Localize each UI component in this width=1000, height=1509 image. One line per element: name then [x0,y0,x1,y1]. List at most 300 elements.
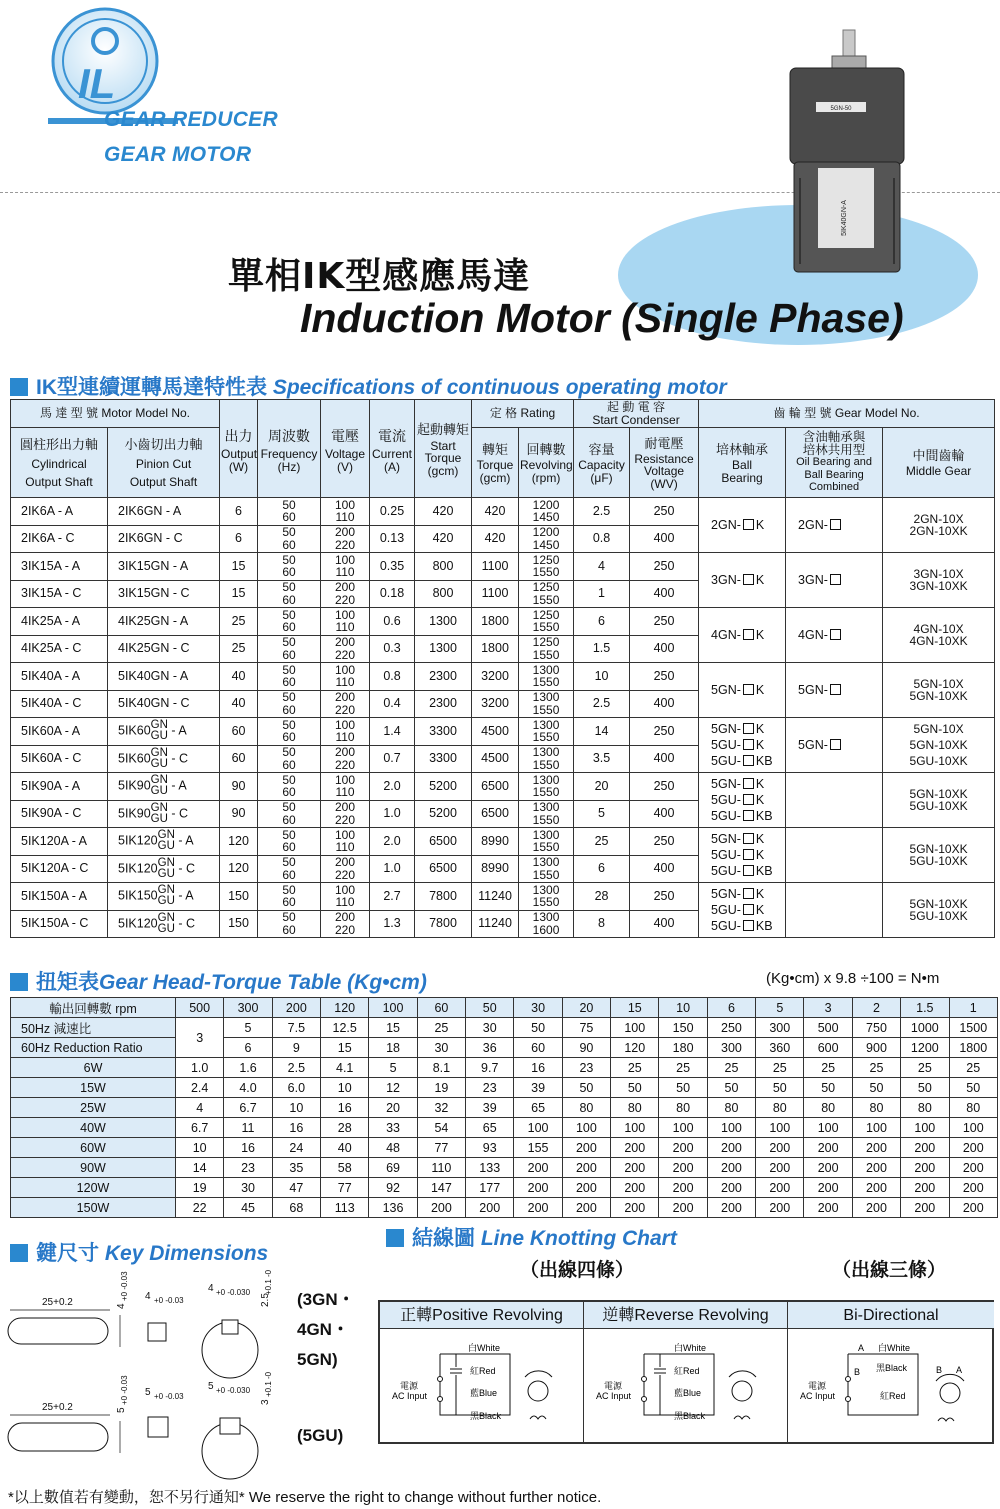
table-cell: 200 220 [321,855,370,883]
table-cell: 50 [659,1078,707,1098]
table-cell: 4 [176,1098,224,1118]
table-cell: 5IK60A - A [11,718,108,746]
spec-row [11,608,995,636]
table-cell: 39 [514,1078,562,1098]
motor-side-label: 5IK40GN-A [841,200,848,236]
svg-text:B: B [936,1365,943,1375]
table-cell: 5IK40A - C [11,690,108,718]
table-cell: 50 60 [258,553,321,581]
table-cell: 400 [630,635,699,663]
output-header: 出力 Output (W) [220,400,258,498]
table-cell: 4GN-10X 4GN-10XK [883,608,995,663]
table-cell: 4IK25A - A [11,608,108,636]
table-cell: 10 [659,998,707,1018]
table-cell: 110 [417,1158,465,1178]
table-cell: 92 [369,1178,417,1198]
table-cell: 500 [804,1018,852,1038]
table-cell: 200 [756,1138,804,1158]
wiring-chart [378,1300,994,1444]
torque-row [11,1078,998,1098]
table-cell: 9.7 [466,1058,514,1078]
table-cell: 100 [611,1118,659,1138]
table-cell: 33 [369,1118,417,1138]
table-cell: 50 60 [258,498,321,526]
cylindrical-header: 圓柱形出力軸 Cylindrical Output Shaft [11,428,108,498]
wire-section-title: 結線圖 Line Knotting Chart [386,1222,677,1252]
table-cell: 10 [176,1138,224,1158]
table-cell: 2.0 [370,828,415,856]
torque-row [11,1158,998,1178]
table-cell: 200 220 [321,910,370,938]
table-cell: 200 [562,1138,610,1158]
table-cell: 22 [176,1198,224,1218]
table-cell: 3300 [415,718,472,746]
table-cell: 50Hz 減速比 [11,1018,176,1038]
key-width-label-2: 5 [116,1407,127,1413]
table-cell: 200 [611,1158,659,1178]
table-cell: 2.5 [574,498,630,526]
table-cell: 3.5 [574,745,630,773]
table-cell: 0.6 [370,608,415,636]
table-cell: 6 [220,498,258,526]
table-cell: 25 [417,1018,465,1038]
table-cell: 100 110 [321,718,370,746]
spec-row [11,773,995,801]
table-cell: 2300 [415,690,472,718]
table-cell: 6.7 [224,1098,272,1118]
table-cell: 48 [369,1138,417,1158]
table-cell: 180 [659,1038,707,1058]
table-cell: 5GN- [786,718,883,773]
table-cell: 200 220 [321,580,370,608]
table-cell: 400 [630,910,699,938]
table-cell: 5200 [415,800,472,828]
square-bullet-icon [386,1229,404,1247]
logo-text: IL [78,60,116,107]
table-cell: 120 [611,1038,659,1058]
table-cell: 5IK120 GN GU - A [108,828,220,856]
table-cell: 1300 1600 [519,910,574,938]
table-cell: 1100 [472,553,519,581]
table-cell: 200 [852,1198,900,1218]
key-group-label-1b: 4GN・ [297,1320,349,1339]
table-cell: 250 [630,828,699,856]
table-cell: 25 [611,1058,659,1078]
torque-row [11,1138,998,1158]
brand-line-1: GEAR REDUCER [104,108,278,131]
table-cell: 50 60 [258,690,321,718]
table-cell: 4 [574,553,630,581]
table-cell: 輸出回轉數 rpm [11,998,176,1018]
table-cell: 47 [272,1178,320,1198]
table-cell: 100 110 [321,608,370,636]
svg-text:藍Blue: 藍Blue [470,1388,498,1398]
ball-bearing-header: 培林軸承 Ball Bearing [699,428,786,498]
table-cell: 200 [562,1158,610,1178]
table-cell: 60 [514,1038,562,1058]
table-cell [786,828,883,883]
table-cell: 200 220 [321,635,370,663]
table-cell: 4500 [472,745,519,773]
table-cell: 100 [804,1118,852,1138]
table-cell: 50 [804,1078,852,1098]
key-group-label-2: (5GU) [297,1426,344,1445]
key-group-label-1a: (3GN・ [297,1290,355,1309]
table-cell: 1500 [949,1018,998,1038]
table-cell: 200 [466,1198,514,1218]
table-cell: 200 [901,1158,949,1178]
table-cell: 2GN- [786,498,883,553]
table-cell: 200 [804,1138,852,1158]
table-cell: 15 [611,998,659,1018]
table-cell: 200 [901,1198,949,1218]
voltage-header: 電壓 Voltage (V) [321,400,370,498]
table-cell: 6 [574,855,630,883]
slot-depth-tol-1: +0.1 -0 [264,1269,273,1295]
table-cell: 30 [417,1038,465,1058]
table-cell: 250 [630,718,699,746]
table-cell: 50 [611,1078,659,1098]
svg-text:電源: 電源 [604,1381,623,1391]
table-cell: 2GN-10X 2GN-10XK [883,498,995,553]
table-cell: 25 [901,1058,949,1078]
bidirectional-wiring [788,1302,994,1442]
table-cell: 250 [630,663,699,691]
table-cell [786,883,883,938]
table-cell: 133 [466,1158,514,1178]
table-cell: 50 60 [258,855,321,883]
table-cell: 5GN-10X 5GN-10XK 5GU-10XK [883,718,995,773]
table-cell: 600 [804,1038,852,1058]
table-cell: 200 [659,1198,707,1218]
table-cell: 1800 [949,1038,998,1058]
table-cell: 80 [901,1098,949,1118]
table-cell: 100 [514,1118,562,1138]
table-cell: 1300 1550 [519,828,574,856]
table-cell: 100 [369,998,417,1018]
table-cell: 800 [415,580,472,608]
table-cell: 93 [466,1138,514,1158]
table-cell: 200 [707,1158,755,1178]
table-cell: 6500 [415,855,472,883]
table-cell: 1300 1550 [519,718,574,746]
table-cell: 200 [659,1138,707,1158]
table-cell: 30 [514,998,562,1018]
table-cell: 16 [272,1118,320,1138]
table-cell: 9 [272,1038,320,1058]
spec-row [11,718,995,746]
table-cell: 20 [562,998,610,1018]
table-cell: 100 110 [321,883,370,911]
table-cell: 200 [756,1158,804,1178]
table-cell: 18 [369,1038,417,1058]
table-cell: 15 [369,1018,417,1038]
table-cell: 6 [707,998,755,1018]
table-cell: 250 [630,498,699,526]
table-cell: 0.8 [370,663,415,691]
table-cell: 2300 [415,663,472,691]
table-cell: 4IK25GN - C [108,635,220,663]
key-length-label-1: 25+0.2 [42,1297,73,1308]
table-cell: 25 [220,608,258,636]
table-cell: 100 [659,1118,707,1138]
table-cell: 1 [949,998,998,1018]
key-width-label-1: 4 [116,1303,127,1309]
table-cell: 200 [756,1198,804,1218]
table-cell: 400 [630,800,699,828]
svg-text:黑Black: 黑Black [470,1411,502,1421]
table-cell: 100 [562,1118,610,1138]
start-torque-header: 起動轉矩 Start Torque (gcm) [415,400,472,498]
table-cell: 1300 [415,635,472,663]
table-cell: 1200 1450 [519,498,574,526]
table-cell: 360 [756,1038,804,1058]
table-cell: 1200 1450 [519,525,574,553]
table-cell: 6.7 [176,1118,224,1138]
table-cell: 75 [562,1018,610,1038]
table-cell: 1300 1550 [519,690,574,718]
table-cell: 5IK150A - C [11,910,108,938]
table-cell: 50 60 [258,910,321,938]
table-cell: 77 [321,1178,369,1198]
table-cell: 6W [11,1058,176,1078]
table-cell: 25 [574,828,630,856]
table-cell: 28 [574,883,630,911]
table-cell: 40 [220,663,258,691]
table-cell: 1250 1550 [519,580,574,608]
table-cell: 19 [417,1078,465,1098]
frequency-header: 周波數 Frequency (Hz) [258,400,321,498]
table-cell: 3200 [472,690,519,718]
table-cell: 250 [630,608,699,636]
table-cell: 1800 [472,608,519,636]
table-cell: 3IK15A - A [11,553,108,581]
key-width-tol-2: +0 -0.03 [120,1375,129,1405]
table-cell: 400 [630,580,699,608]
table-cell: 8990 [472,828,519,856]
table-cell: 4IK25GN - A [108,608,220,636]
table-cell: 25 [707,1058,755,1078]
table-cell: 200 [707,1198,755,1218]
table-cell: 1300 [415,608,472,636]
table-cell: 200 [852,1158,900,1178]
table-cell: 100 110 [321,553,370,581]
three-wire-label: （出線三條） [832,1260,947,1281]
table-cell: 200 [272,998,320,1018]
table-cell: 5GN- [786,663,883,718]
table-cell: 100 110 [321,773,370,801]
table-cell: 900 [852,1038,900,1058]
torque-ratio60-row [11,1038,998,1058]
table-cell: 10 [574,663,630,691]
table-cell: 50 [949,1078,998,1098]
current-header: 電流 Current (A) [370,400,415,498]
table-cell: 3IK15A - C [11,580,108,608]
table-cell: 420 [415,525,472,553]
square-bullet-icon [10,378,28,396]
table-cell: 400 [630,855,699,883]
table-cell: 90 [562,1038,610,1058]
table-cell: 16 [224,1138,272,1158]
reverse-header: 逆轉Reverse Revolving [584,1302,787,1329]
table-cell: 60 [417,998,465,1018]
table-cell: 200 [901,1178,949,1198]
table-cell: 1250 1550 [519,608,574,636]
table-cell: 5GN- K 5GU- K 5GU- KB [699,718,786,773]
table-cell: 750 [852,1018,900,1038]
table-cell: 200 220 [321,745,370,773]
oil-bearing-header: 含油軸承與 培林共用型 Oil Bearing and Ball Bearing Combined [786,428,883,498]
table-cell: 3300 [415,745,472,773]
table-cell: 2 [852,998,900,1018]
table-cell: 24 [272,1138,320,1158]
table-cell: 200 [562,1198,610,1218]
table-cell: 3GN- K [699,553,786,608]
table-cell: 28 [321,1118,369,1138]
svg-text:黑Black: 黑Black [674,1411,706,1421]
table-cell: 300 [756,1018,804,1038]
table-cell: 1300 1550 [519,883,574,911]
table-cell: 2IK6GN - A [108,498,220,526]
table-cell: 10 [321,1078,369,1098]
table-cell: 5IK60A - C [11,745,108,773]
table-cell: 80 [949,1098,998,1118]
pinion-header: 小齒切出力軸 Pinion Cut Output Shaft [108,428,220,498]
table-cell: 0.7 [370,745,415,773]
table-cell: 50 60 [258,580,321,608]
table-cell: 80 [804,1098,852,1118]
torque-table [10,997,998,1218]
table-cell: 77 [417,1138,465,1158]
key-thickness-tol-2: +0 -0.03 [154,1392,184,1401]
table-cell: 5IK40GN - C [108,690,220,718]
table-cell: 5IK150A - A [11,883,108,911]
spec-row [11,663,995,691]
table-cell: 2IK6A - A [11,498,108,526]
table-cell: 100 [756,1118,804,1138]
spec-row [11,553,995,581]
table-cell: 300 [707,1038,755,1058]
table-cell: 200 [949,1138,998,1158]
table-cell: 400 [630,690,699,718]
table-cell: 50 60 [258,745,321,773]
table-cell: 65 [514,1098,562,1118]
table-cell: 1000 [901,1018,949,1038]
table-cell: 0.3 [370,635,415,663]
svg-text:紅Red: 紅Red [674,1366,700,1376]
motor-top-label: 5GN-50 [830,106,852,112]
condenser-header: 起 動 電 容 Start Condenser [574,400,699,428]
table-cell: 5IK120 GN GU - C [108,910,220,938]
table-cell: 5GN-10XK 5GU-10XK [883,773,995,828]
table-cell: 35 [272,1158,320,1178]
key-thickness-label-2: 5 [145,1387,151,1398]
table-cell: 1.5 [901,998,949,1018]
table-cell: 200 [949,1198,998,1218]
table-cell: 120 [220,855,258,883]
table-cell: 5GN-10XK 5GU-10XK [883,828,995,883]
table-cell: 50 [466,998,514,1018]
table-cell: 40 [321,1138,369,1158]
spec-row [11,498,995,526]
table-cell: 25 [659,1058,707,1078]
svg-text:白White: 白White [878,1343,911,1353]
svg-text:紅Red: 紅Red [470,1366,496,1376]
table-cell: 1.3 [370,910,415,938]
table-cell: 60W [11,1138,176,1158]
svg-text:黑Black: 黑Black [876,1363,908,1373]
svg-text:A: A [956,1365,963,1375]
table-cell: 60 [220,718,258,746]
table-cell: 32 [417,1098,465,1118]
table-cell: 60 [220,745,258,773]
table-cell: 23 [466,1078,514,1098]
table-cell: 5GN- K 5GU- K 5GU- KB [699,773,786,828]
table-cell: 4IK25A - C [11,635,108,663]
rating-header: 定 格 Rating [472,400,574,428]
table-cell: 5IK90A - C [11,800,108,828]
table-cell: 4500 [472,718,519,746]
table-cell: 1.6 [224,1058,272,1078]
table-cell: 2.0 [370,773,415,801]
table-cell: 5GN-10X 5GN-10XK [883,663,995,718]
table-cell: 58 [321,1158,369,1178]
torque-unit-note: (Kg•cm) x 9.8 ÷100 = N•m [766,970,940,987]
table-cell: 200 [852,1138,900,1158]
torque-rpm-row [11,998,998,1018]
table-cell: 7800 [415,910,472,938]
table-cell: 3IK15GN - A [108,553,220,581]
table-cell: 50 60 [258,525,321,553]
table-cell: 100 [949,1118,998,1138]
table-cell: 50 60 [258,663,321,691]
table-cell: 0.18 [370,580,415,608]
table-cell: 4.1 [321,1058,369,1078]
table-cell: 10 [272,1098,320,1118]
table-cell: 30 [466,1018,514,1038]
table-cell: 50 [852,1078,900,1098]
key-thickness-tol-1: +0 -0.03 [154,1296,184,1305]
table-cell: 200 [901,1138,949,1158]
table-cell: 0.8 [574,525,630,553]
table-cell: 1200 [901,1038,949,1058]
table-cell: 11240 [472,883,519,911]
table-cell: 3IK15GN - C [108,580,220,608]
table-cell: 2.4 [176,1078,224,1098]
table-cell: 15 [220,553,258,581]
table-cell: 3GN- [786,553,883,608]
table-cell: 100 [707,1118,755,1138]
table-cell: 6.0 [272,1078,320,1098]
table-cell: 50 60 [258,635,321,663]
table-cell: 45 [224,1198,272,1218]
table-cell: 2.7 [370,883,415,911]
table-cell: 40W [11,1118,176,1138]
table-cell: 11240 [472,910,519,938]
key-length-label-2: 25+0.2 [42,1402,73,1413]
table-cell: 150 [659,1018,707,1038]
table-cell: 200 [852,1178,900,1198]
table-cell: 80 [562,1098,610,1118]
table-cell: 23 [224,1158,272,1178]
table-cell: 1250 1550 [519,635,574,663]
table-cell: 100 110 [321,498,370,526]
table-cell: 120W [11,1178,176,1198]
table-cell: 50 60 [258,773,321,801]
table-cell: 1300 1550 [519,800,574,828]
shaft-slot-tol-2: +0 -0.030 [216,1386,251,1395]
table-cell: 6500 [415,828,472,856]
